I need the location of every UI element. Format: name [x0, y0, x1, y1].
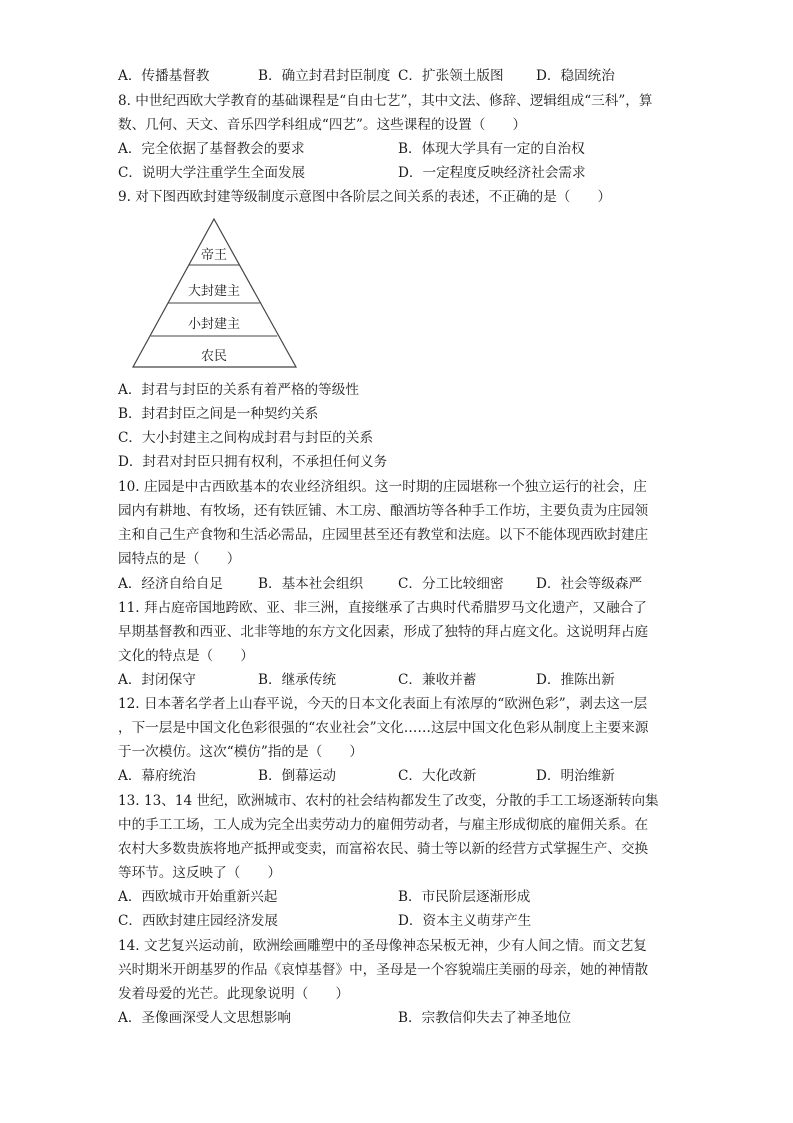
q10-stem-line-3: 主和自己生产食物和生活必需品，庄园里甚至还有教堂和法庭。以下不能体现西欧封建庄 — [118, 527, 649, 543]
pyramid-level-great-lords: 大封建主 — [187, 284, 241, 299]
q11-stem-line-3: 文化的特点是（ ） — [118, 648, 254, 664]
q10-option-d[interactable]: D．社会等级森严 — [536, 576, 643, 592]
q8-stem-line-1: 8. 中世纪西欧大学教育的基础课程是“自由七艺”，其中文法、修辞、逻辑组成“三科”，算 — [118, 93, 653, 109]
q7-option-d[interactable]: D．稳固统治 — [536, 68, 615, 84]
q14-option-a[interactable]: A．圣像画深受人文思想影响 — [118, 1010, 291, 1026]
q13-option-c[interactable]: C．西欧封建庄园经济发展 — [118, 913, 278, 929]
q12-stem-line-3: 于一次模仿。这次“模仿”指的是（ ） — [118, 744, 363, 760]
q13-stem-line-3: 农村大多数贵族将地产抵押或变卖，而富裕农民、骑士等以新的经营方式掌握生产、交换 — [118, 841, 649, 857]
q8-option-a[interactable]: A．完全依据了基督教会的要求 — [118, 141, 305, 157]
q13-stem-line-2: 中的手工工场，工人成为完全出卖劳动力的雇佣劳动者，与雇主形成彻底的雇佣关系。在 — [118, 817, 649, 833]
q11-option-b[interactable]: B．继承传统 — [258, 672, 336, 688]
q13-option-d[interactable]: D．资本主义萌芽产生 — [398, 913, 532, 929]
q7-option-b[interactable]: B．确立封君封臣制度 — [258, 68, 391, 84]
q12-option-c[interactable]: C．大化改新 — [398, 768, 477, 784]
q10-stem-line-4: 园特点的是（ ） — [118, 551, 241, 567]
q8-option-b[interactable]: B．体现大学具有一定的自治权 — [398, 141, 585, 157]
q10-option-b[interactable]: B．基本社会组织 — [258, 576, 364, 592]
q14-option-b[interactable]: B．宗教信仰失去了神圣地位 — [398, 1010, 572, 1026]
q9-option-d[interactable]: D．封君对封臣只拥有权利，不承担任何义务 — [118, 454, 388, 470]
q10-stem-line-1: 10. 庄园是中古西欧基本的农业经济组织。这一时期的庄园堪称一个独立运行的社会，庄 — [118, 479, 647, 495]
q11-option-a[interactable]: A．封闭保守 — [118, 672, 196, 688]
q8-option-c[interactable]: C．说明大学注重学生全面发展 — [118, 165, 306, 181]
q13-option-b[interactable]: B．市民阶层逐渐形成 — [398, 889, 531, 905]
q12-option-b[interactable]: B．倒幕运动 — [258, 768, 336, 784]
q11-stem-line-1: 11. 拜占庭帝国地跨欧、亚、非三洲，直接继承了古典时代希腊罗马文化遗产，又融合了 — [118, 600, 647, 616]
q9-stem-line-1: 9. 对下图西欧封建等级制度示意图中各阶层之间关系的表述，不正确的是（ ） — [118, 189, 612, 205]
q8-option-d[interactable]: D．一定程度反映经济社会需求 — [398, 165, 586, 181]
q10-stem-line-2: 园内有耕地、有牧场，还有铁匠铺、木工房、酿酒坊等各种手工作坊，主要负责为庄园领 — [118, 503, 649, 519]
q11-option-d[interactable]: D．推陈出新 — [536, 672, 615, 688]
q12-stem-line-2: ，下一层是中国文化色彩很强的“农业社会”文化……这层中国文化色彩从制度上主要来源 — [118, 720, 649, 736]
q8-stem-line-2: 数、几何、天文、音乐四学科组成“四艺”。这些课程的设置（ ） — [118, 117, 527, 133]
q13-option-a[interactable]: A．西欧城市开始重新兴起 — [118, 889, 278, 905]
q14-stem-line-3: 发着母爱的光芒。此现象说明（ ） — [118, 986, 350, 1002]
q7-option-a[interactable]: A．传播基督教 — [118, 68, 210, 84]
q14-stem-line-2: 兴时期米开朗基罗的作品《哀悼基督》中，圣母是一个容貌端庄美丽的母亲，她的神情散 — [118, 962, 649, 978]
q9-option-a[interactable]: A．封君与封臣的关系有着严格的等级性 — [118, 382, 359, 398]
q10-option-a[interactable]: A．经济自给自足 — [118, 576, 223, 592]
q9-option-b[interactable]: B．封君封臣之间是一种契约关系 — [118, 406, 319, 422]
q14-stem-line-1: 14. 文艺复兴运动前，欧洲绘画雕塑中的圣母像神态呆板无神，少有人间之情。而文艺复 — [118, 938, 647, 954]
q10-option-c[interactable]: C．分工比较细密 — [398, 576, 504, 592]
q11-stem-line-2: 早期基督教和西亚、北非等地的东方文化因素，形成了独特的拜占庭文化。这说明拜占庭 — [118, 624, 649, 640]
q12-option-d[interactable]: D．明治维新 — [536, 768, 615, 784]
q12-option-a[interactable]: A．幕府统治 — [118, 768, 196, 784]
q12-stem-line-1: 12. 日本著名学者上山春平说，今天的日本文化表面上有浓厚的“欧洲色彩”，剥去这一层 — [118, 696, 648, 712]
q7-option-c[interactable]: C．扩张领土版图 — [398, 68, 504, 84]
q13-stem-line-1: 13. 13、14 世纪，欧洲城市、农村的社会结构都发生了改变，分散的手工工场逐渐转向集 — [118, 793, 659, 809]
q9-option-c[interactable]: C．大小封建主之间构成封君与封臣的关系 — [118, 430, 374, 446]
pyramid-level-lesser-lords: 小封建主 — [187, 317, 241, 332]
q13-stem-line-4: 等环节。这反映了（ ） — [118, 865, 282, 881]
pyramid-level-emperor: 帝王 — [200, 248, 228, 263]
pyramid-level-peasants: 农民 — [200, 349, 228, 364]
feudal-hierarchy-pyramid — [130, 214, 300, 374]
q11-option-c[interactable]: C．兼收并蓄 — [398, 672, 477, 688]
